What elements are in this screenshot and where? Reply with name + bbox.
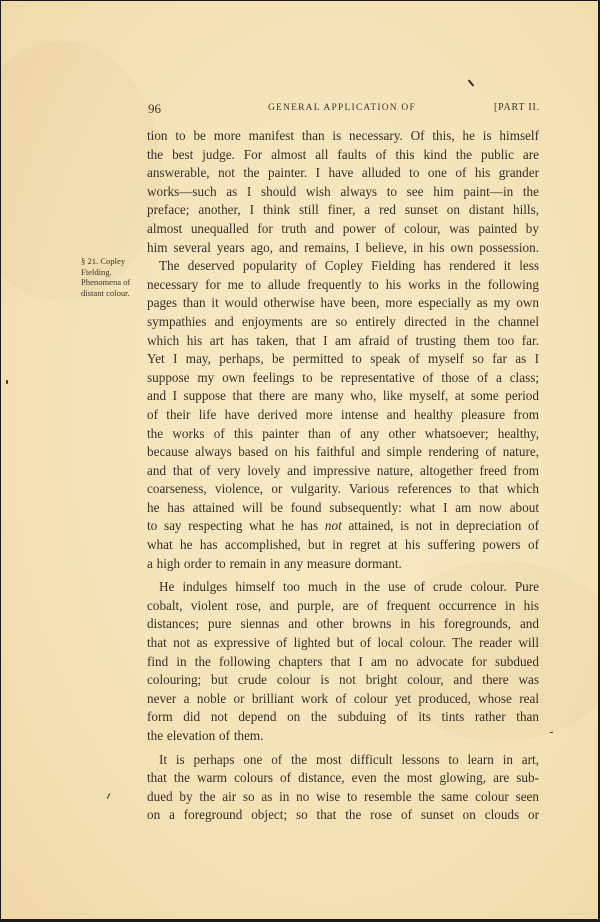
text-line: answerable, not the painter. I have alluded to one of his grander: [147, 165, 539, 181]
text-line: works—such as I should wish always to see him paint—in the: [147, 183, 539, 199]
text-line: tion to be more manifest than is necessary. Of this, he is himself: [147, 128, 539, 143]
text-line: on a foreground object; so that the rose of sunset on clouds or: [147, 807, 539, 823]
text-line: and I suppose that there are many who, like myself, at some period: [147, 388, 539, 404]
paragraph: [147, 751, 539, 825]
text-line: Yet I may, perhaps, be permitted to speak of myself so far as I: [147, 351, 539, 367]
body-text: [147, 127, 539, 825]
text-line: what he has accomplished, but in regret at his suffering powers of: [147, 537, 539, 553]
text-line: distances; pure siennas and other browns in his foregrounds, and: [147, 616, 539, 632]
text-line: dued by the air so as in no wise to resemble the same colour seen: [147, 788, 539, 804]
paragraph: [147, 578, 539, 745]
text-line: suppose my own feelings to be representative of those of a class;: [147, 369, 539, 385]
scan-mark: [107, 793, 110, 799]
text-segment: to say respecting what he has: [147, 518, 319, 534]
marginal-section: § 21. Copley: [81, 256, 126, 266]
text-line: cobalt, violent rose, and purple, are of frequent occurrence in his: [147, 597, 539, 613]
text-line: He indulges himself too much in the use of crude colour. Pure: [159, 579, 539, 595]
text-line: necessary for me to allude frequently to his works in the following: [147, 276, 539, 292]
text-line: almost unequalled for truth and power of colour, was painted by: [147, 220, 539, 236]
text-line: preface; another, I think still finer, a red sunset on distant hills,: [147, 202, 539, 218]
text-line: the elevation of them.: [147, 728, 264, 743]
scan-mark: [6, 380, 8, 384]
marginal-line: Fielding.: [81, 266, 112, 277]
text-line: form did not depend on the subduing of its tints rather than: [147, 709, 539, 725]
paragraph: [147, 257, 539, 573]
text-line: that not as expressive of lighted but of local colour. The reader will: [147, 635, 539, 651]
marginal-note: [81, 256, 147, 298]
page-number: 96: [148, 101, 161, 116]
text-line: sympathies and enjoyments are so entirely directed in the channel: [147, 313, 539, 329]
text-line: and that of very lovely and impressive nature, altogether freed from: [147, 462, 539, 478]
text-line: The deserved popularity of Copley Fielding has rendered it less: [159, 258, 539, 274]
running-title: GENERAL APPLICATION OF: [268, 103, 416, 113]
text-line: pages than it would otherwise have been, more especially as my own: [147, 295, 539, 311]
text-line: that the warm colours of distance, even the most glowing, are sub-: [147, 770, 539, 786]
text-line: It is perhaps one of the most difficult lessons to learn in art,: [159, 751, 539, 767]
text-line: the works of this painter than of any other whatsoever; healthy,: [147, 425, 539, 441]
text-line: because always based on his faithful and simple rendering of nature,: [147, 444, 539, 460]
text-line: him several years ago, and remains, I believe, in his own possession.: [147, 239, 539, 255]
text-line: never a noble or brilliant work of colour yet produced, whose real: [147, 690, 539, 706]
marginal-line: Phenomena of: [81, 277, 131, 287]
part-label: [PART II.: [493, 102, 540, 113]
text-line: find in the following chapters that I am no advocate for subdued: [147, 653, 539, 669]
text-line: the best judge. For almost all faults of this kind the public are: [147, 146, 539, 162]
text-line: which his art has taken, that I am afraid of trusting them too far.: [147, 332, 539, 348]
text-line: coarseness, violence, or vulgarity. Various references to that which: [147, 481, 539, 497]
text-line: colouring; but crude colour is not bright colour, and there was: [147, 672, 539, 688]
paragraph: [147, 127, 539, 257]
scan-mark: [468, 79, 475, 86]
book-page: [1, 1, 598, 919]
italic-word: not: [324, 518, 342, 534]
scan-mark: [550, 732, 553, 733]
marginal-line: distant colour.: [81, 287, 130, 298]
text-line: he has attained will be found subsequently: what I am now about: [147, 499, 539, 515]
text-line: of their life have derived more intense and healthy pleasure from: [147, 406, 539, 422]
running-head: [148, 101, 540, 117]
text-line: a high order to remain in any measure dormant.: [147, 555, 402, 571]
text-line: [147, 517, 539, 536]
text-segment: attained, is not in depreciation of: [348, 518, 540, 534]
